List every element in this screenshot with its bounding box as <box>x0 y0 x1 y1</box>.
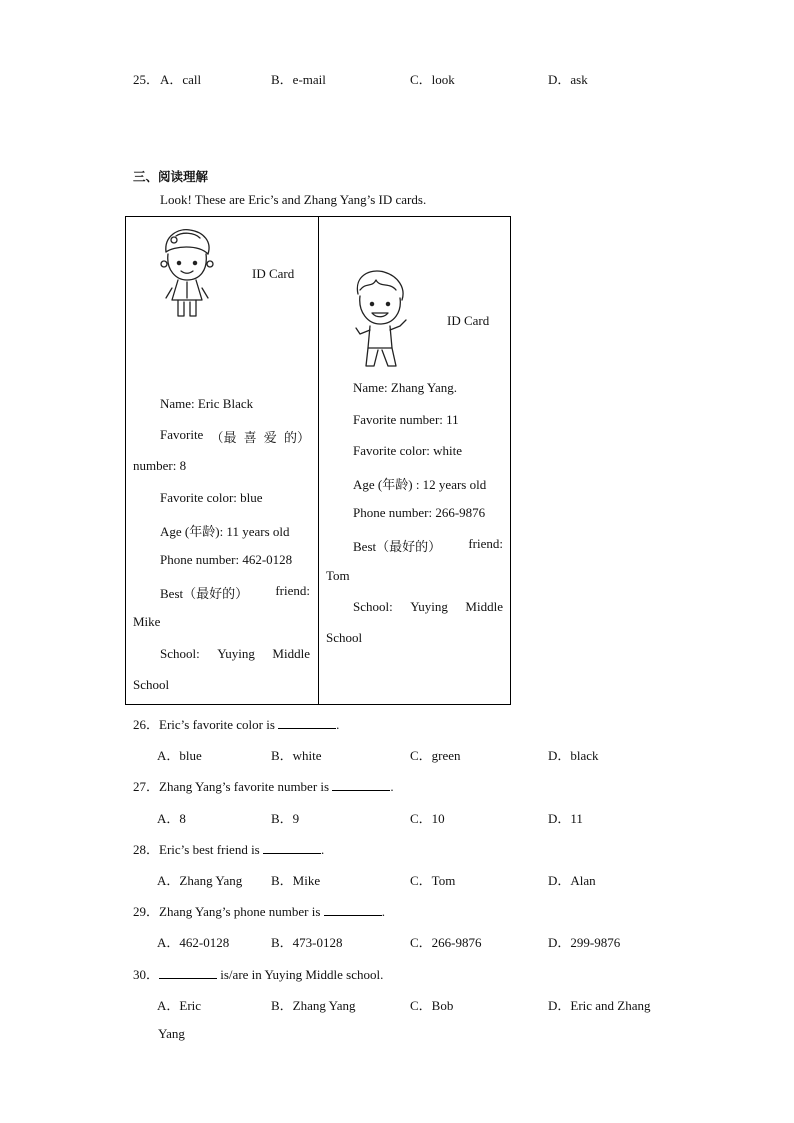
question-stem <box>133 714 339 733</box>
age-field: Age (年龄) : 12 years old <box>353 477 487 492</box>
word: 的） <box>283 430 310 445</box>
option-a[interactable]: A．Zhang Yang <box>157 873 243 888</box>
word: School: <box>353 599 393 614</box>
id-card-title: ID Card <box>252 266 295 281</box>
school-line <box>160 646 310 662</box>
option-a[interactable]: A．blue <box>157 748 202 763</box>
word: Best（最好的） <box>353 539 442 554</box>
word: 喜 <box>243 430 257 445</box>
phone-field: Phone number: 266-9876 <box>353 505 486 520</box>
question-text: Eric’s best friend is <box>159 842 260 857</box>
question-number: 28． <box>133 842 160 857</box>
option-b[interactable]: B．e-mail <box>271 72 326 87</box>
option-d[interactable]: D．Eric and Zhang <box>548 998 651 1013</box>
word: Middle <box>272 646 310 661</box>
word: Yuying <box>410 599 448 614</box>
question-stem <box>133 964 383 983</box>
question-text-end: . <box>336 717 340 732</box>
favorite-color-field: Favorite color: white <box>353 443 463 458</box>
word: friend: <box>275 583 310 598</box>
question-text: Zhang Yang’s phone number is <box>159 904 321 919</box>
option-d-continued: Yang <box>158 1026 185 1041</box>
question-number: 26． <box>133 717 160 732</box>
school-value: School <box>133 677 170 692</box>
school-line <box>353 599 503 615</box>
option-b[interactable]: B．473-0128 <box>271 935 343 950</box>
word: （最 <box>210 430 237 445</box>
word: 爱 <box>263 430 277 445</box>
word: Best（最好的） <box>160 586 249 601</box>
favorite-number-value: number: 8 <box>133 458 187 473</box>
table-divider <box>318 216 319 705</box>
option-d[interactable]: D．black <box>548 748 599 763</box>
answer-blank[interactable] <box>278 717 336 729</box>
school-value: School <box>326 630 363 645</box>
word: friend: <box>468 536 503 551</box>
section-intro: Look! These are Eric’s and Zhang Yang’s ID cards. <box>160 192 427 207</box>
id-card-title: ID Card <box>447 313 490 328</box>
question-number: 30． <box>133 967 160 982</box>
answer-blank[interactable] <box>332 779 390 791</box>
question-number: 25． <box>133 72 160 87</box>
word: Middle <box>465 599 503 614</box>
option-a[interactable]: A．8 <box>157 811 186 826</box>
question-text-end: . <box>321 842 325 857</box>
phone-field: Phone number: 462-0128 <box>160 552 293 567</box>
zhang-yang-cartoon-image <box>350 268 412 372</box>
option-c[interactable]: C．green <box>410 748 461 763</box>
option-b[interactable]: B．Mike <box>271 873 321 888</box>
best-friend-value: Tom <box>326 568 350 583</box>
option-c[interactable]: C．Bob <box>410 998 454 1013</box>
favorite-number-line <box>160 427 310 446</box>
word: Yuying <box>217 646 255 661</box>
question-number: 29． <box>133 904 160 919</box>
option-d[interactable]: D．11 <box>548 811 583 826</box>
best-friend-line <box>353 536 503 555</box>
option-c[interactable]: C．266-9876 <box>410 935 482 950</box>
answer-blank[interactable] <box>324 904 382 916</box>
best-friend-line <box>160 583 310 602</box>
option-c[interactable]: C．Tom <box>410 873 456 888</box>
answer-blank[interactable] <box>263 842 321 854</box>
age-field: Age (年龄): 11 years old <box>160 524 290 539</box>
option-a[interactable]: A．call <box>160 72 202 87</box>
question-text: is/are in Yuying Middle school. <box>220 967 384 982</box>
best-friend-value: Mike <box>133 614 161 629</box>
option-d[interactable]: D．ask <box>548 72 588 87</box>
option-b[interactable]: B．Zhang Yang <box>271 998 356 1013</box>
question-text: Zhang Yang’s favorite number is <box>159 779 330 794</box>
word: Favorite <box>160 427 204 442</box>
option-c[interactable]: C．10 <box>410 811 445 826</box>
option-a[interactable]: A．462-0128 <box>157 935 230 950</box>
question-text-end: . <box>390 779 394 794</box>
favorite-color-field: Favorite color: blue <box>160 490 263 505</box>
question-stem <box>133 839 324 858</box>
question-number: 27． <box>133 779 160 794</box>
option-b[interactable]: B．white <box>271 748 322 763</box>
favorite-number-field: Favorite number: 11 <box>353 412 459 427</box>
question-text-end: . <box>381 904 385 919</box>
question-text: Eric’s favorite color is <box>159 717 275 732</box>
option-a[interactable]: A．Eric <box>157 998 202 1013</box>
option-d[interactable]: D．Alan <box>548 873 596 888</box>
section-title: 三、阅读理解 <box>133 169 209 184</box>
option-d[interactable]: D．299-9876 <box>548 935 621 950</box>
word: School: <box>160 646 200 661</box>
option-b[interactable]: B．9 <box>271 811 300 826</box>
name-field: Name: Zhang Yang. <box>353 380 457 395</box>
eric-cartoon-image <box>158 226 216 320</box>
question-stem <box>133 776 394 795</box>
option-c[interactable]: C．look <box>410 72 455 87</box>
name-field: Name: Eric Black <box>160 396 254 411</box>
answer-blank[interactable] <box>159 967 217 979</box>
question-stem <box>133 901 385 920</box>
